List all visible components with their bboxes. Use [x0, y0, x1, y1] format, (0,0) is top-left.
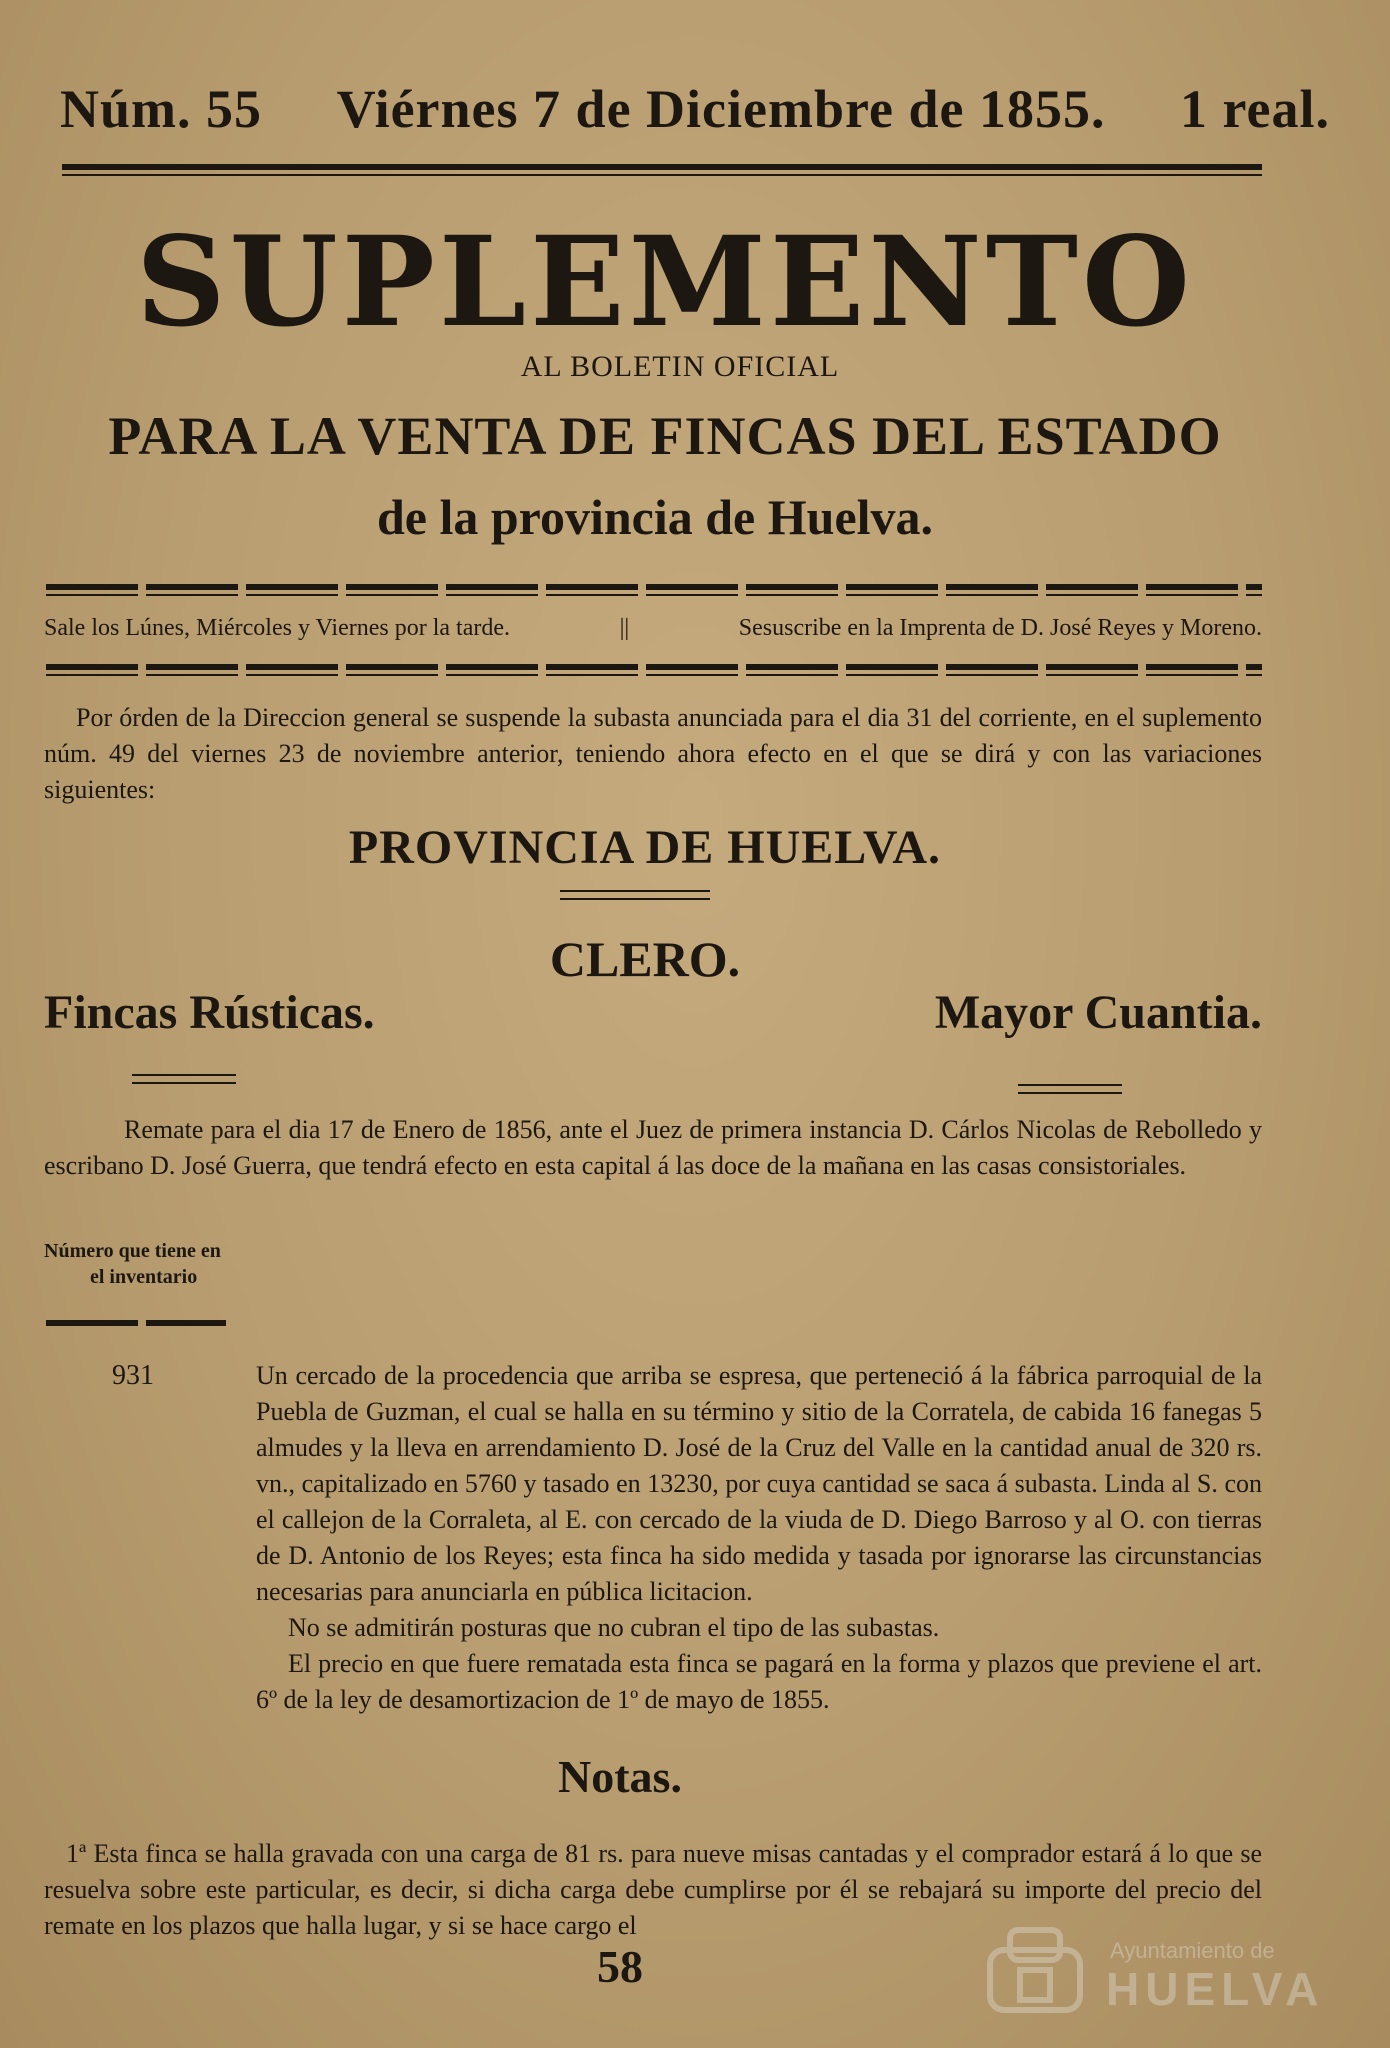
item-description: Un cercado de la procedencia que arriba se espresa, que perteneció á la fábrica parroquial de la Puebla de Guzman, el cual se halla en su término y sitio de la Corratela, de cabida 16 fanegas 5 almudes y la lleva en arrendamiento D. José de la Cruz del Valle en la cantidad anual de 320 rs. vn., capitalizado en 5760 y tasado en 13230, por cuya cantidad se saca á subasta. Linda al S. con el callejon de la Corraleta, al E. con cercado de la viuda de D. Diego Barroso y al O. con tierras de D. Antonio de los Reyes; esta finca ha sido medida y tasada por ignorarse las circunstancias necesarias para anunciarla en pública licitacion. [256, 1361, 1262, 1606]
inventory-label-line1: Número que tiene en [44, 1240, 221, 1262]
right-divider [1018, 1084, 1122, 1094]
publication-subscription: Sesuscribe en la Imprenta de D. José Reyes y Moreno. [738, 614, 1262, 641]
watermark [970, 1910, 1330, 2020]
notes-heading: Notas. [558, 1751, 682, 1802]
issue-number: Núm. 55 [60, 79, 263, 139]
header-divider-top [46, 584, 1262, 590]
province-divider [560, 890, 710, 900]
watermark-line2: HUELVA [1106, 1963, 1325, 2015]
heading-fincas: Fincas Rústicas. [44, 986, 375, 1039]
subtitle-line1: AL BOLETIN OFICIAL [520, 350, 840, 383]
notice-paragraph [44, 700, 1262, 808]
item-condition-1: No se admitirán posturas que no cubran el tipo de las subastas. [288, 1613, 940, 1642]
issue-price: 1 real. [1180, 79, 1330, 139]
header-divider-bottom-thin [46, 674, 1262, 676]
left-divider [132, 1074, 236, 1084]
item-description-block [256, 1358, 1262, 1718]
note-1-marker: 1ª [66, 1839, 87, 1868]
subtitle-line3: de la provincia de Huelva. [376, 489, 934, 545]
auction-paragraph [44, 1112, 1262, 1184]
masthead-rule-thin [62, 174, 1262, 176]
issue-date: Viérnes 7 de Diciembre de 1855. [336, 79, 1106, 139]
inventory-divider [46, 1320, 226, 1326]
subtitle-line2: PARA LA VENTA DE FINCAS DEL ESTADO [108, 406, 1222, 466]
inventory-label [44, 1238, 221, 1290]
masthead-rule [62, 164, 1262, 170]
inventory-label-line2: el inventario [90, 1266, 198, 1288]
auction-text: Remate para el dia 17 de Enero de 1856, ante el Juez de primera instancia D. Cárlos Nicolas de Rebolledo y escribano D. José Guerra, que tendrá efecto en esta capital á las doce de la mañana en las casas consistoriales. [44, 1115, 1262, 1180]
note-1-text: Esta finca se halla gravada con una carga de 81 rs. para nueve misas cantadas y el comprador estará á lo que se resuelva sobre este particular, es decir, si dicha carga debe cumplirse por él se rebajará su importe del precio del remate en los plazos que halla lugar, y si se hace cargo el [44, 1839, 1263, 1940]
heading-clero: CLERO. [549, 931, 741, 987]
header-divider-bottom [46, 664, 1262, 670]
page-title: SUPLEMENTO [135, 210, 1195, 355]
item-condition-2: El precio en que fuere rematada esta finca se pagará en la forma y plazos que previene el art. 6º de la ley de desamortizacion de 1º de mayo de 1855. [256, 1649, 1262, 1714]
publication-schedule: Sale los Lúnes, Miércoles y Viernes por la tarde. [44, 614, 510, 641]
watermark-line1: Ayuntamiento de [1110, 1938, 1275, 1963]
publication-info [44, 608, 1262, 648]
header-divider-top-thin [46, 594, 1262, 596]
item-number: 931 [112, 1360, 154, 1391]
masthead [60, 78, 1330, 148]
publication-separator: || [619, 614, 630, 641]
heading-cuantia: Mayor Cuantia. [934, 986, 1262, 1039]
city-crest-icon [980, 1910, 1090, 2020]
page-number: 58 [597, 1941, 643, 1992]
notice-text: Por órden de la Direccion general se suspende la subasta anunciada para el dia 31 del corriente, en el suplemento núm. 49 del viernes 23 de noviembre anterior, teniendo ahora efecto en el que se dirá y con las variaciones siguientes: [44, 703, 1262, 804]
heading-province: PROVINCIA DE HUELVA. [348, 821, 942, 874]
